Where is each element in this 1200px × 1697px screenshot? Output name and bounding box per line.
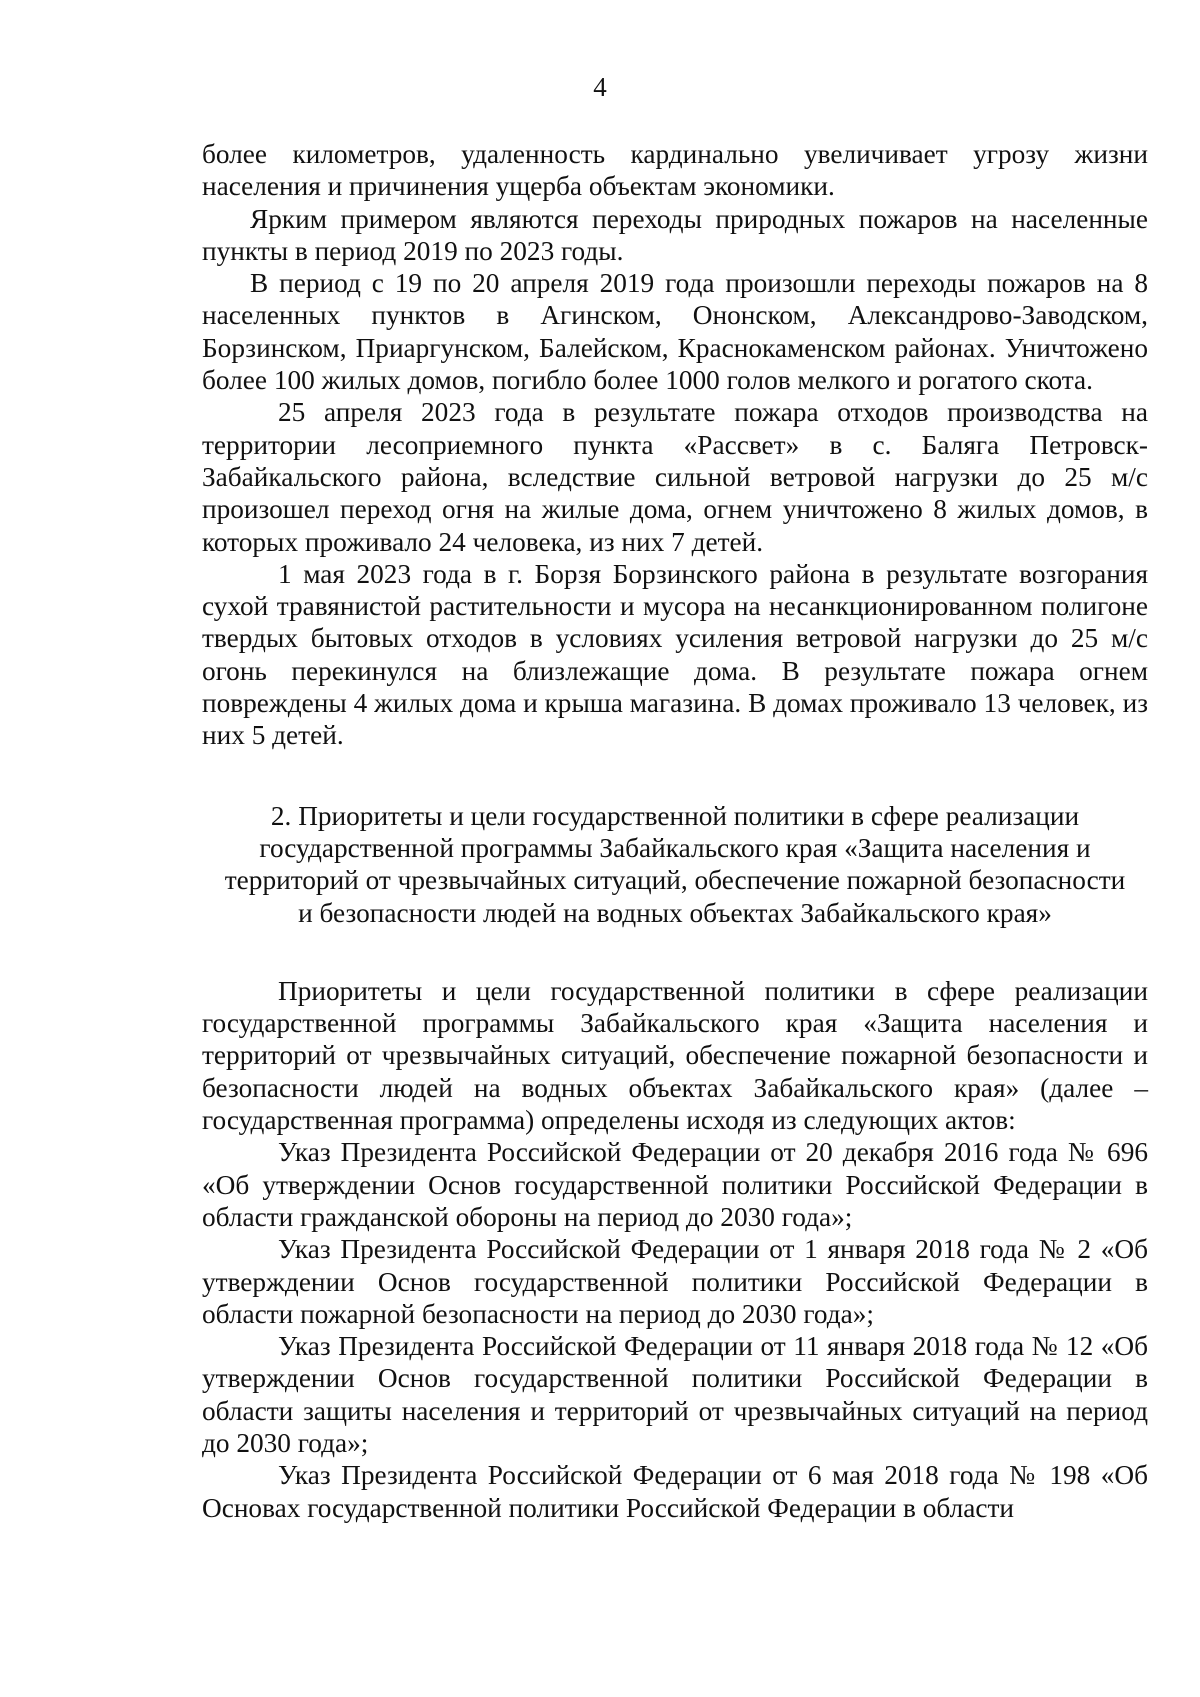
section-heading-line: территорий от чрезвычайных ситуаций, обеспечение пожарной безопасности bbox=[224, 865, 1126, 896]
paragraph-group-top bbox=[202, 138, 1148, 752]
document-body bbox=[202, 138, 1148, 1524]
paragraph: более километров, удаленность кардинально увеличивает угрозу жизни населения и причинения ущерба объектам экономики. bbox=[202, 139, 1148, 202]
paragraph-group-bottom bbox=[202, 975, 1148, 1524]
section-heading bbox=[202, 800, 1148, 929]
paragraph: Указ Президента Российской Федерации от 11 января 2018 года № 12 «Об утверждении Основ государственной политики Российской Федерации в области защиты населения и территорий от чрезвычайных ситуаций на период до 2030 года»; bbox=[202, 1331, 1148, 1458]
paragraph: 25 апреля 2023 года в результате пожара отходов производства на территории лесоприемного пункта «Рассвет» в с. Баляга Петровск-Забайкальского района, вследствие сильной ветровой нагрузки до 25 м/с произошел переход огня на жилые дома, огнем уничтожено 8 жилых домов, в которых проживало 24 человека, из них 7 детей. bbox=[202, 397, 1148, 557]
page-number: 4 bbox=[593, 72, 607, 102]
paragraph: В период с 19 по 20 апреля 2019 года произошли переходы пожаров на 8 населенных пунктов в Агинском, Ононском, Александрово-Заводском, Борзинском, Приаргунском, Балейском, Краснокаменском районах. Уничтожено более 100 жилых домов, погибло более 1000 голов мелкого и рогатого скота. bbox=[202, 268, 1148, 396]
section-heading-line: 2. Приоритеты и цели государственной политики в сфере реализации bbox=[270, 800, 1080, 831]
paragraph: 1 мая 2023 года в г. Борзя Борзинского района в результате возгорания сухой травянистой растительности и мусора на несанкционированном полигоне твердых бытовых отходов в условиях усиления ветровой нагрузки до 25 м/с огонь перекинулся на близлежащие дома. В результате пожара огнем повреждены 4 жилых дома и крыша магазина. В домах проживало 13 человек, из них 5 детей. bbox=[202, 558, 1148, 751]
paragraph: Указ Президента Российской Федерации от 1 января 2018 года № 2 «Об утверждении Основ государственной политики Российской Федерации в области пожарной безопасности на период до 2030 года»; bbox=[202, 1234, 1148, 1329]
paragraph: Указ Президента Российской Федерации от 6 мая 2018 года № 198 «Об Основах государственной политики Российской Федерации в области bbox=[202, 1460, 1148, 1523]
paragraph: Указ Президента Российской Федерации от 20 декабря 2016 года № 696 «Об утверждении Основ государственной политики Российской Федерации в области гражданской обороны на период до 2030 года»; bbox=[202, 1137, 1148, 1232]
section-heading-line: и безопасности людей на водных объектах Забайкальского края» bbox=[298, 897, 1052, 928]
paragraph: Приоритеты и цели государственной политики в сфере реализации государственной программы Забайкальского края «Защита населения и территорий от чрезвычайных ситуаций, обеспечение пожарной безопасности и безопасности людей на водных объектах Забайкальского края» (далее – государственная программа) определены исходя из следующих актов: bbox=[202, 975, 1148, 1136]
paragraph: Ярким примером являются переходы природных пожаров на населенные пункты в период 2019 по 2023 годы. bbox=[202, 203, 1148, 266]
section-heading-line: государственной программы Забайкальского края «Защита населения и bbox=[259, 832, 1091, 863]
